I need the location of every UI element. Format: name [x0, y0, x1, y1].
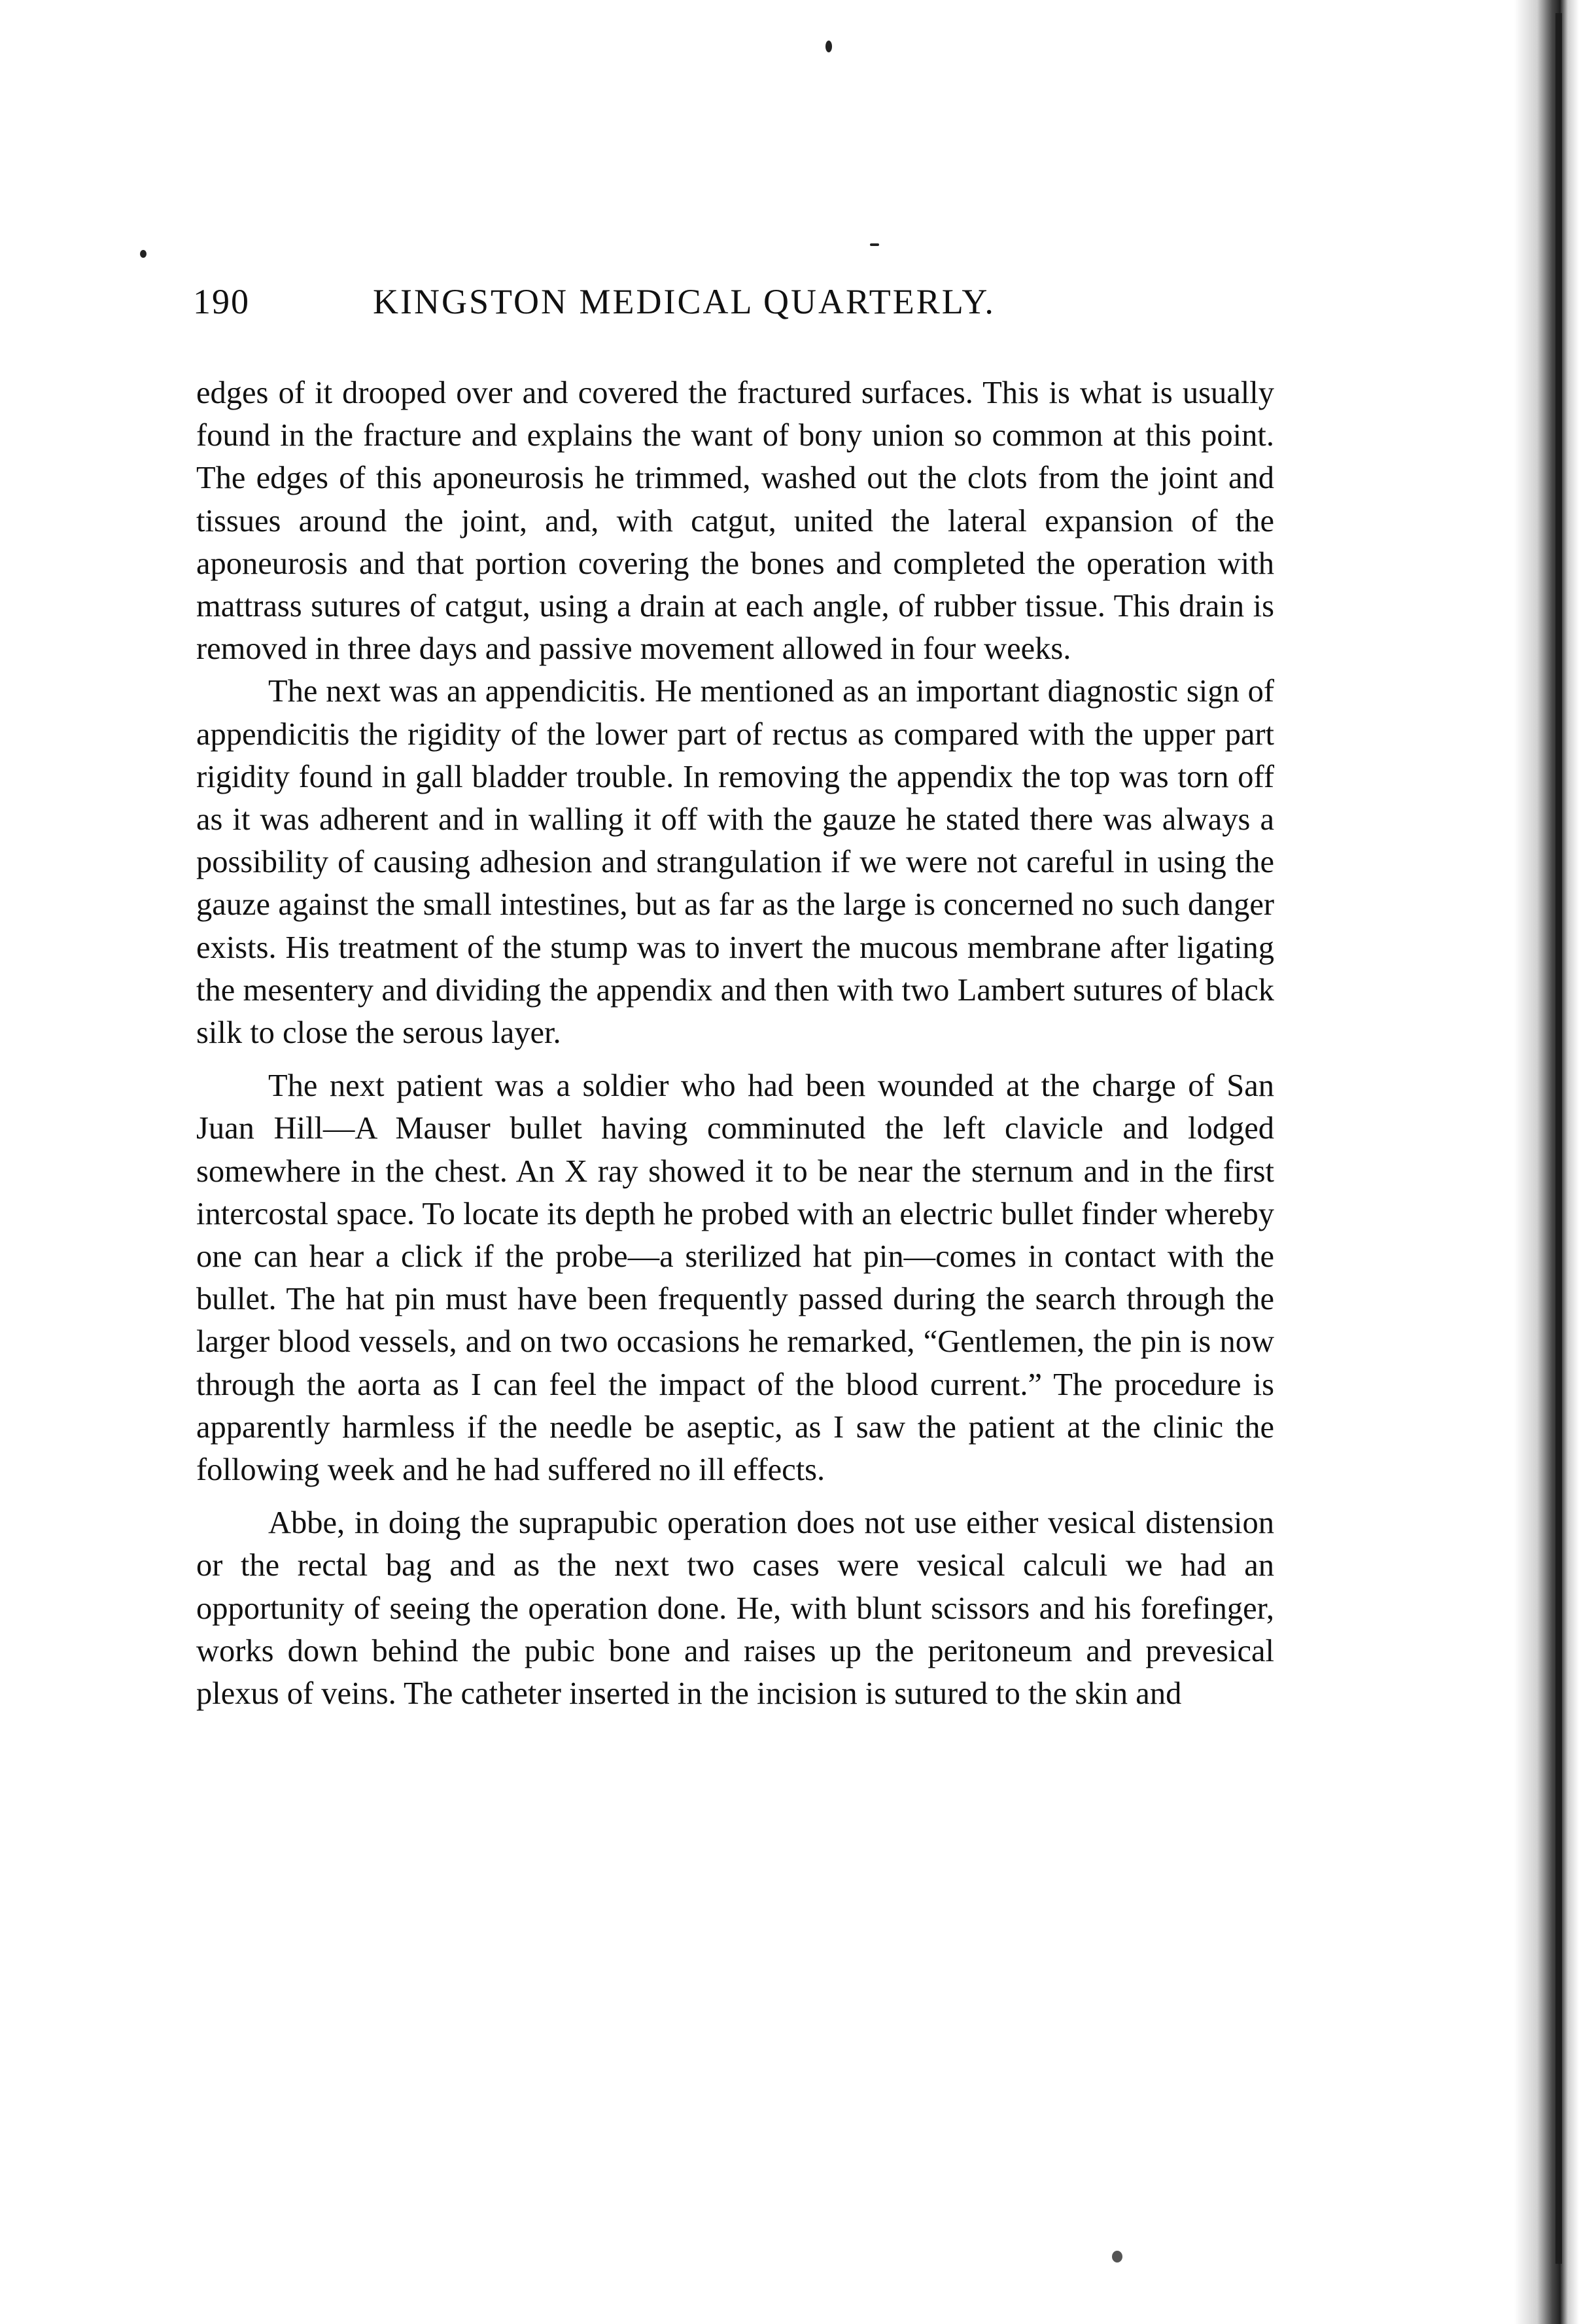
paragraph-1: edges of it drooped over and covered the fractured surfaces. This is what is usually found in the fracture and explains the want of bony union so common at this point. The edges of this aponeurosis he trimmed, washed out the clots from the joint and tissues around the joint, and, with catgut, united the lateral expansion of the aponeurosis and that portion covering the bones and completed the operation with mattrass sutures of catgut, using a drain at each angle, of rubber tissue. This drain is removed in three days and passive movement allowed in four weeks.	[196, 376, 1274, 667]
paragraph-2: The next was an appendicitis. He mentioned as an important diagnostic sign of appendicitis the rigidity of the lower part of rectus as compared with the upper part rigidity found in gall bladder trouble. In removing the appendix the top was torn off as it was adherent and in walling it off with the gauze he stated there was always a possibility of causing adhesion and strangulation if we were not careful in using the gauze against the small intestines, but as far as the large is concerned no such danger exists. His treatment of the stump was to invert the mucous membrane after ligating the mesentery and dividing the appendix and then with two Lambert sutures of black silk to close the serous layer.	[196, 674, 1274, 1051]
scan-speck	[825, 41, 832, 52]
scan-speck	[1112, 2251, 1122, 2262]
article-body	[196, 372, 1274, 1715]
page-edge-line	[1555, 13, 1562, 2264]
scan-speck	[870, 243, 879, 246]
binding-shadow	[1475, 0, 1579, 2324]
scan-speck	[140, 250, 147, 258]
paragraph-4: Abbe, in doing the suprapubic operation does not use either vesical distension or the rectal bag and as the next two cases were vesical calculi we had an opportunity of seeing the operation done. He, with blunt scissors and his forefinger, works down behind the pubic bone and raises up the peritoneum and prevesical plexus of veins. The catheter inserted in the incision is sutured to the skin and	[196, 1505, 1274, 1712]
page-number: 190	[193, 282, 250, 321]
running-head	[193, 281, 1272, 334]
journal-title: KINGSTON MEDICAL QUARTERLY.	[373, 282, 996, 321]
paragraph-3: The next patient was a soldier who had been wounded at the charge of San Juan Hill—A Mauser bullet having comminuted the left clavicle and lodged somewhere in the chest. An X ray showed it to be near the sternum and in the first intercostal space. To locate its depth he probed with an electric bullet finder whereby one can hear a click if the probe—a sterilized hat pin—comes in contact with the bullet. The hat pin must have been frequently passed during the search through the larger blood vessels, and on two occasions he remarked, “Gentlemen, the pin is now through the aorta as I can feel the impact of the blood current.” The procedure is apparently harmless if the needle be aseptic, as I saw the patient at the clinic the following week and he had suffered no ill effects.	[196, 1068, 1274, 1488]
